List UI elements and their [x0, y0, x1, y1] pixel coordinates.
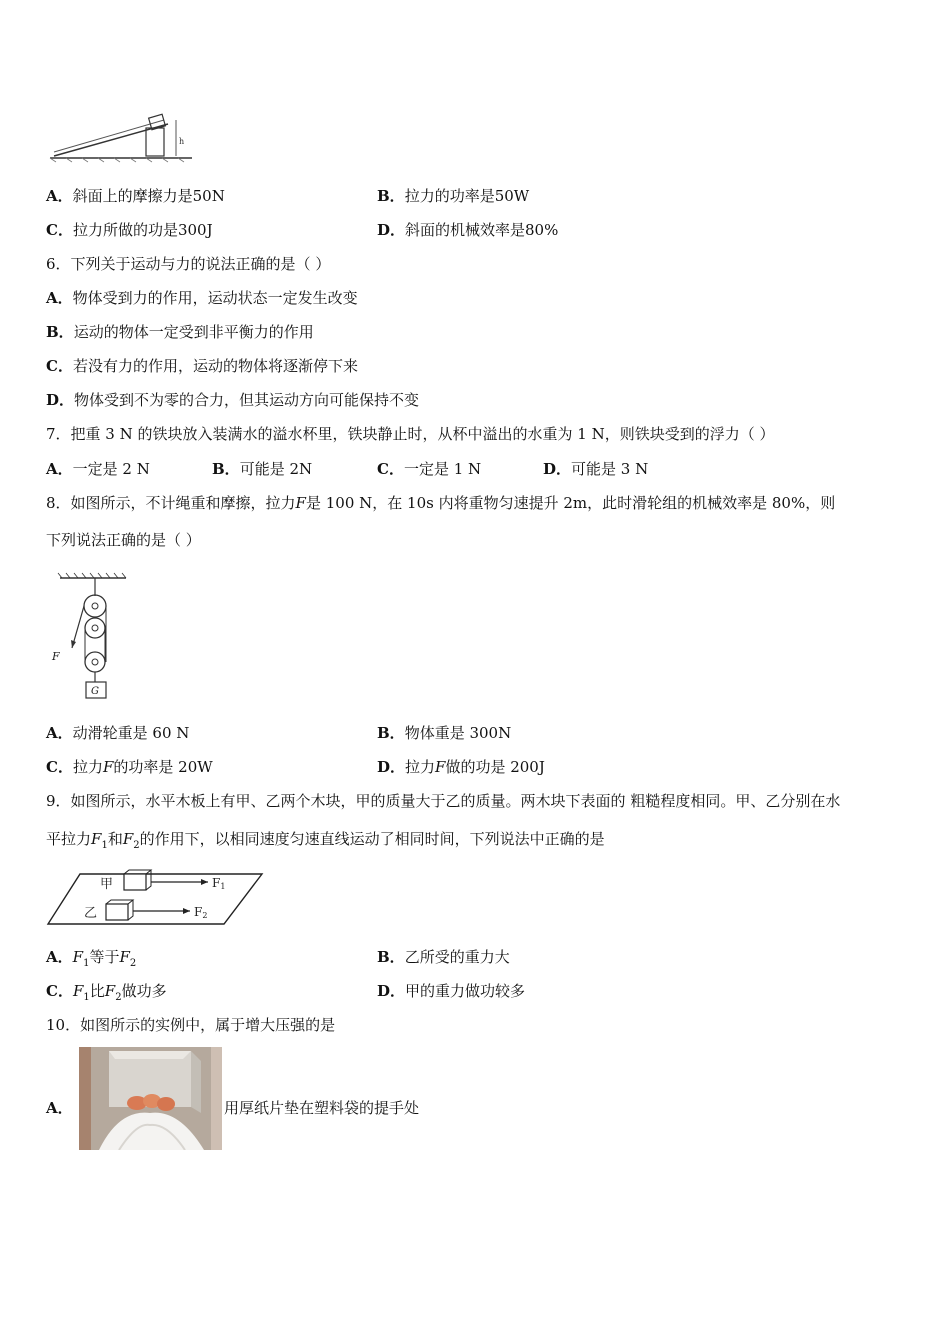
q5-option-c: C．拉力所做的功是300J [46, 221, 213, 239]
block-jia-label: 甲 [100, 877, 114, 892]
q8-stem-line2: 下列说法正确的是（ ） [46, 531, 201, 549]
q8-option-a: A．动滑轮重是 60 N [46, 724, 190, 742]
q7-option-c: C．一定是 1 N [377, 460, 482, 478]
incline-figure [46, 108, 196, 164]
q9-option-a: A．$F_1$等于$F_2$ [46, 948, 137, 969]
q7-option-a: A．一定是 2 N [46, 460, 150, 478]
force-f2-label: F2 [194, 905, 208, 920]
q8-stem-line1: 8．如图所示，不计绳重和摩擦，拉力F是 100 N，在 10s 内将重物匀速提升 2m，此时滑轮组的机械效率是 80%，则 [46, 494, 836, 512]
pulley-figure [48, 572, 138, 704]
q9-stem-line2: 平拉力$F_1$和$F_2$的作用下，以相同速度匀速直线运动了相同时间，下列说法中正确的是 [46, 830, 605, 851]
q10-option-a-label: A． [46, 1099, 73, 1117]
q6-stem: 6．下列关于运动与力的说法正确的是（ ） [46, 255, 331, 273]
q7-option-d: D．可能是 3 N [543, 460, 649, 478]
blocks-figure [44, 868, 266, 930]
pulley-force-label: F [52, 650, 60, 663]
q8-option-c: C．拉力F的功率是 20W [46, 758, 213, 776]
q5-option-a: A．斜面上的摩擦力是50N [46, 187, 225, 205]
q10-option-a-text: 用厚纸片垫在塑料袋的提手处 [224, 1099, 420, 1117]
q9-option-d: D．甲的重力做功较多 [377, 982, 526, 1000]
q5-option-b: B．拉力的功率是50W [377, 187, 530, 205]
q8-option-d: D．拉力F做的功是 200J [377, 758, 545, 776]
svg-text:h: h [179, 137, 185, 146]
block-yi-label: 乙 [84, 906, 98, 921]
q6-option-d: D．物体受到不为零的合力，但其运动方向可能保持不变 [46, 391, 420, 409]
pulley-weight-label: G [91, 686, 99, 697]
cardboard-bag-photo [79, 1047, 222, 1150]
q6-option-a: A．物体受到力的作用，运动状态一定发生改变 [46, 289, 358, 307]
q9-option-c: C．$F_1$比$F_2$做功多 [46, 982, 167, 1003]
q9-option-b: B．乙所受的重力大 [377, 948, 510, 966]
q5-option-d: D．斜面的机械效率是80% [377, 221, 559, 239]
q7-option-b: B．可能是 2N [212, 460, 313, 478]
q10-stem: 10．如图所示的实例中，属于增大压强的是 [46, 1016, 336, 1034]
q6-option-c: C．若没有力的作用，运动的物体将逐渐停下来 [46, 357, 358, 375]
q7-stem: 7．把重 3 N 的铁块放入装满水的溢水杯里，铁块静止时，从杯中溢出的水重为 1 N，则铁块受到的浮力（ ） [46, 425, 775, 443]
q9-stem-line1: 9．如图所示，水平木板上有甲、乙两个木块，甲的质量大于乙的质量。两木块下表面的 粗糙程度相同。甲、乙分别在水 [46, 792, 841, 810]
q8-option-b: B．物体重是 300N [377, 724, 512, 742]
q6-option-b: B．运动的物体一定受到非平衡力的作用 [46, 323, 314, 341]
force-f1-label: F1 [212, 876, 226, 891]
